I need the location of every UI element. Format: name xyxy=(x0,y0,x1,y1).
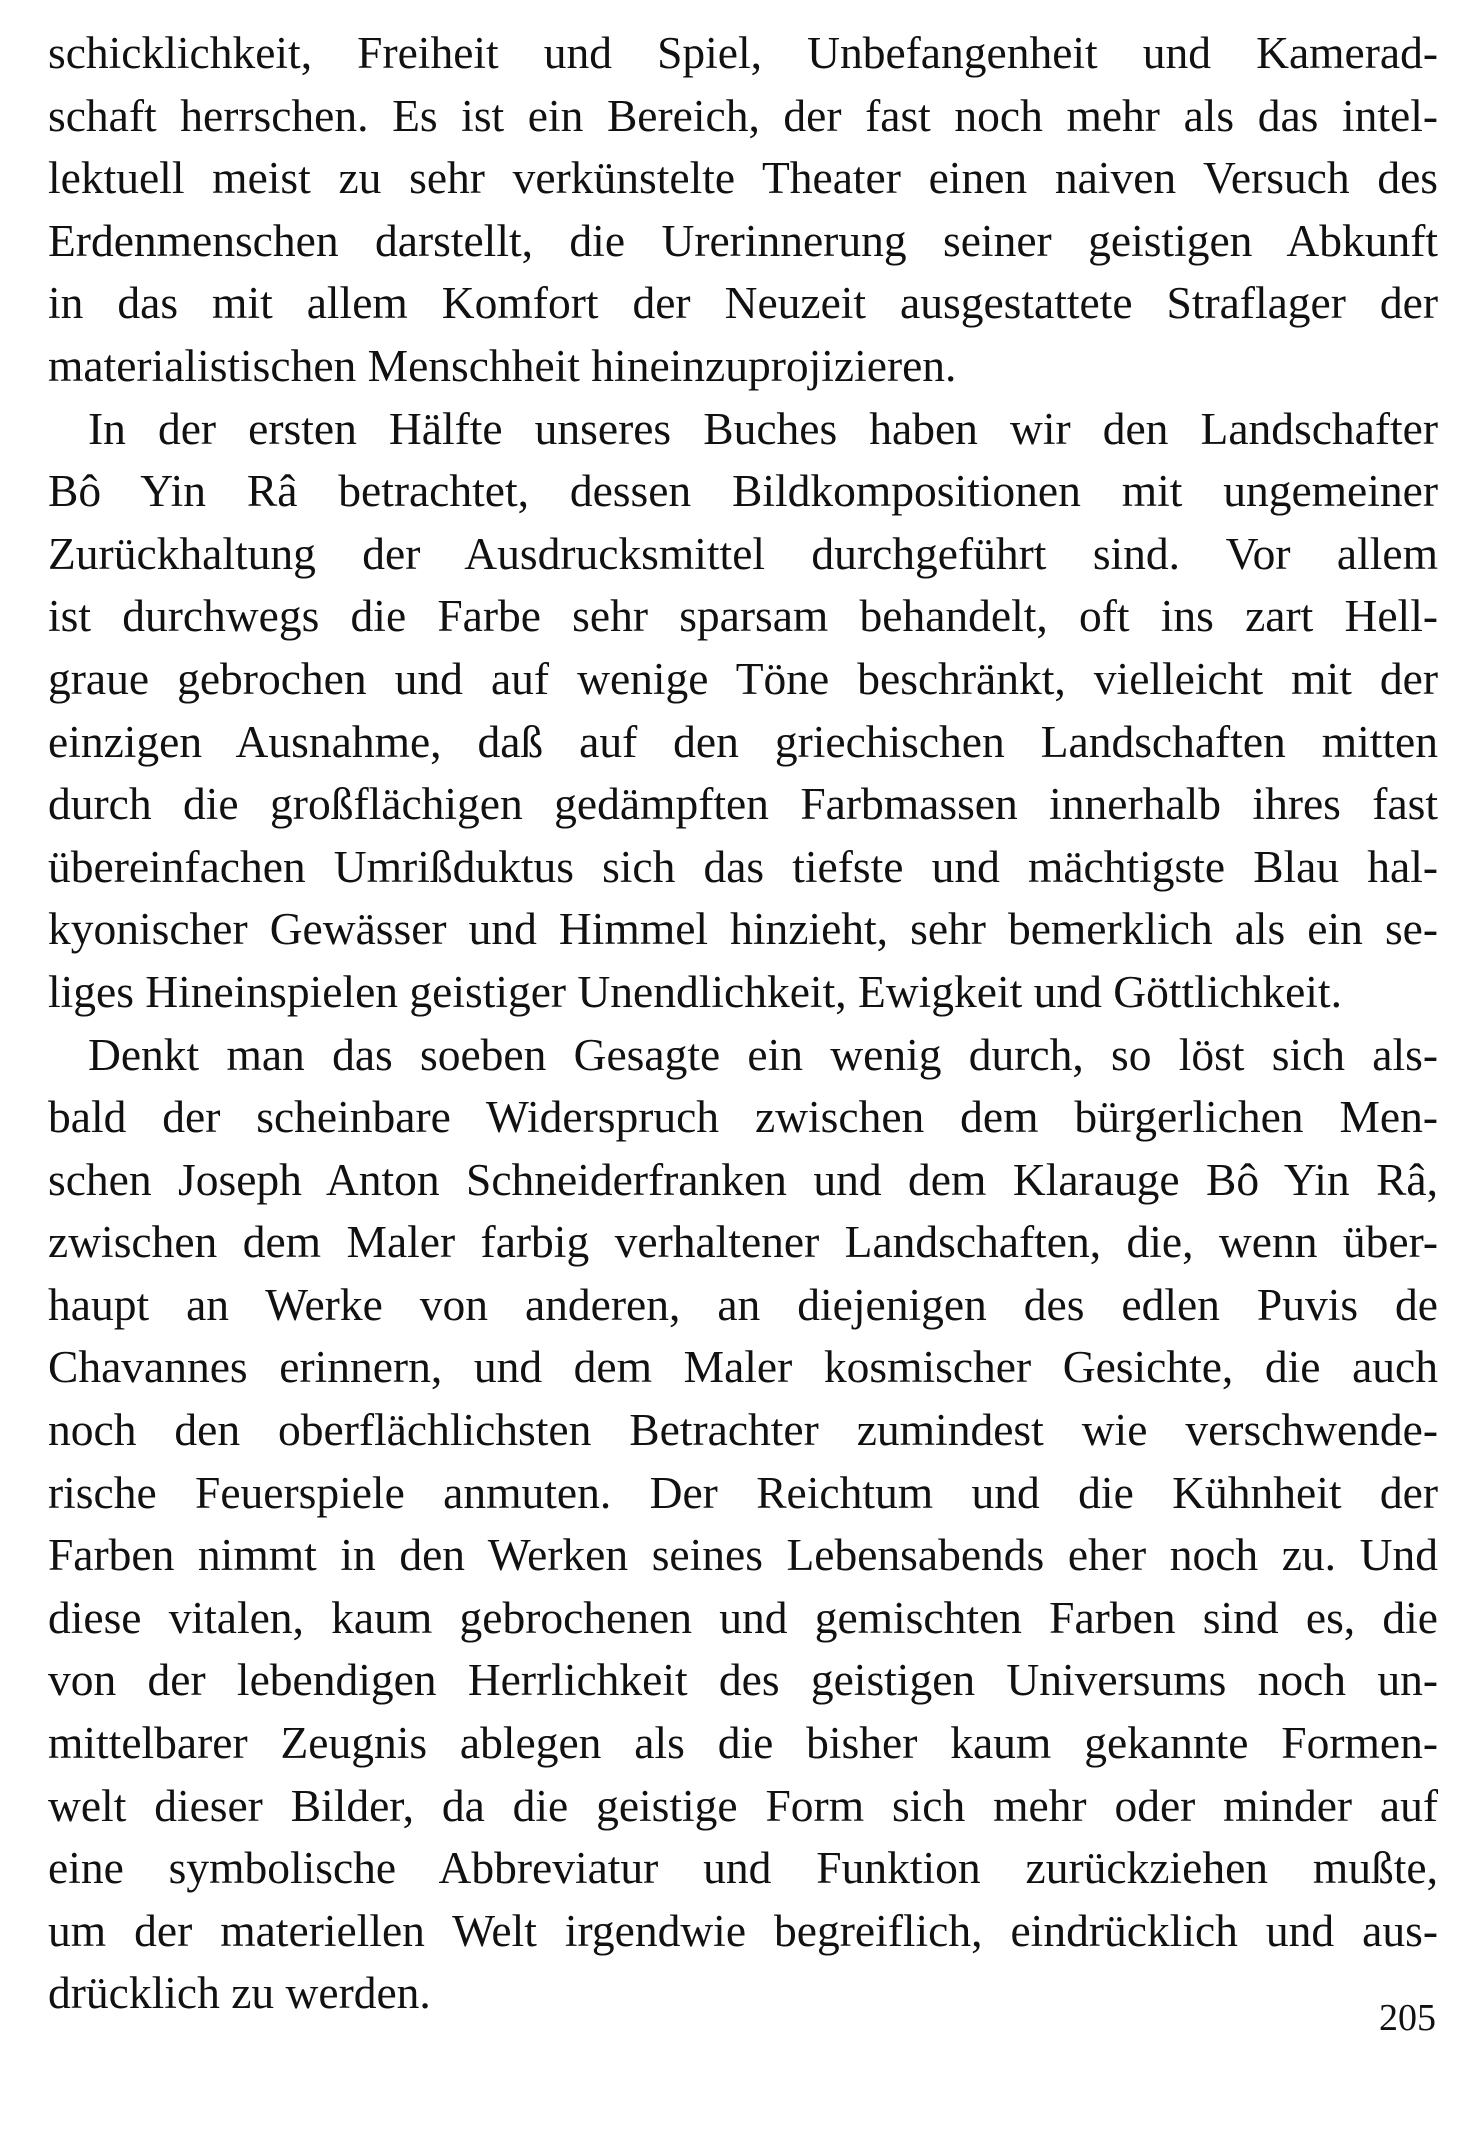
text-line: Farben nimmt in den Werken seines Lebensabends eher noch zu. Und xyxy=(48,1529,1438,1581)
text-line: ist durchwegs die Farbe sehr sparsam behandelt, oft ins zart Hell- xyxy=(48,590,1438,642)
paragraph xyxy=(48,22,1438,398)
text-line: zwischen dem Maler farbig verhaltener Landschaften, die, wenn über- xyxy=(48,1216,1438,1268)
text-line: schaft herrschen. Es ist ein Bereich, der fast noch mehr als das intel- xyxy=(48,89,1438,141)
text-line: übereinfachen Umrißduktus sich das tiefste und mächtigste Blau hal- xyxy=(48,840,1438,892)
text-line: materialistischen Menschheit hineinzuprojizieren. xyxy=(48,339,957,391)
text-line: Bô Yin Râ betrachtet, dessen Bildkompositionen mit ungemeiner xyxy=(48,465,1438,517)
text-line: schicklichkeit, Freiheit und Spiel, Unbefangenheit und Kamerad- xyxy=(48,27,1438,78)
text-line: drücklich zu werden. xyxy=(48,1967,431,2019)
paragraph xyxy=(48,1024,1438,2026)
text-line: Chavannes erinnern, und dem Maler kosmischer Gesichte, die auch xyxy=(48,1341,1438,1393)
text-line: Zurückhaltung der Ausdrucksmittel durchgeführt sind. Vor allem xyxy=(48,527,1438,579)
text-line: liges Hineinspielen geistiger Unendlichkeit, Ewigkeit und Göttlichkeit. xyxy=(48,965,1342,1017)
text-line: In der ersten Hälfte unseres Buches haben wir den Landschafter xyxy=(88,402,1438,454)
text-line: einzigen Ausnahme, daß auf den griechischen Landschaften mitten xyxy=(48,715,1438,767)
text-line: eine symbolische Abbreviatur und Funktion zurückziehen mußte, xyxy=(48,1842,1438,1894)
text-line: durch die großflächigen gedämpften Farbmassen innerhalb ihres fast xyxy=(48,778,1438,830)
text-line: Erdenmenschen darstellt, die Urerinnerung seiner geistigen Abkunft xyxy=(48,214,1438,266)
book-page xyxy=(48,22,1438,2122)
text-line: um der materiellen Welt irgendwie begreiflich, eindrücklich und aus- xyxy=(48,1904,1438,1956)
text-line: noch den oberflächlichsten Betrachter zumindest wie verschwende- xyxy=(48,1404,1438,1456)
text-line: bald der scheinbare Widerspruch zwischen dem bürgerlichen Men- xyxy=(48,1091,1438,1143)
text-line: kyonischer Gewässer und Himmel hinzieht, sehr bemerklich als ein se- xyxy=(48,903,1438,955)
text-line: rische Feuerspiele anmuten. Der Reichtum und die Kühnheit der xyxy=(48,1466,1438,1518)
text-line: schen Joseph Anton Schneiderfranken und dem Klarauge Bô Yin Râ, xyxy=(48,1153,1438,1205)
text-line: mittelbarer Zeugnis ablegen als die bisher kaum gekannte Formen- xyxy=(48,1717,1438,1769)
text-line: diese vitalen, kaum gebrochenen und gemischten Farben sind es, die xyxy=(48,1591,1438,1643)
text-line: von der lebendigen Herrlichkeit des geistigen Universums noch un- xyxy=(48,1654,1438,1706)
text-line: haupt an Werke von anderen, an diejenigen des edlen Puvis de xyxy=(48,1278,1438,1330)
text-body xyxy=(48,22,1438,2025)
page-number: 205 xyxy=(1379,1997,1436,2039)
text-line: welt dieser Bilder, da die geistige Form sich mehr oder minder auf xyxy=(48,1779,1438,1831)
paragraph xyxy=(48,398,1438,1024)
text-line: graue gebrochen und auf wenige Töne beschränkt, vielleicht mit der xyxy=(48,652,1438,704)
text-line: Denkt man das soeben Gesagte ein wenig durch, so löst sich als- xyxy=(88,1028,1438,1080)
text-line: lektuell meist zu sehr verkünstelte Theater einen naiven Versuch des xyxy=(48,152,1438,204)
text-line: in das mit allem Komfort der Neuzeit ausgestattete Straflager der xyxy=(48,277,1438,329)
